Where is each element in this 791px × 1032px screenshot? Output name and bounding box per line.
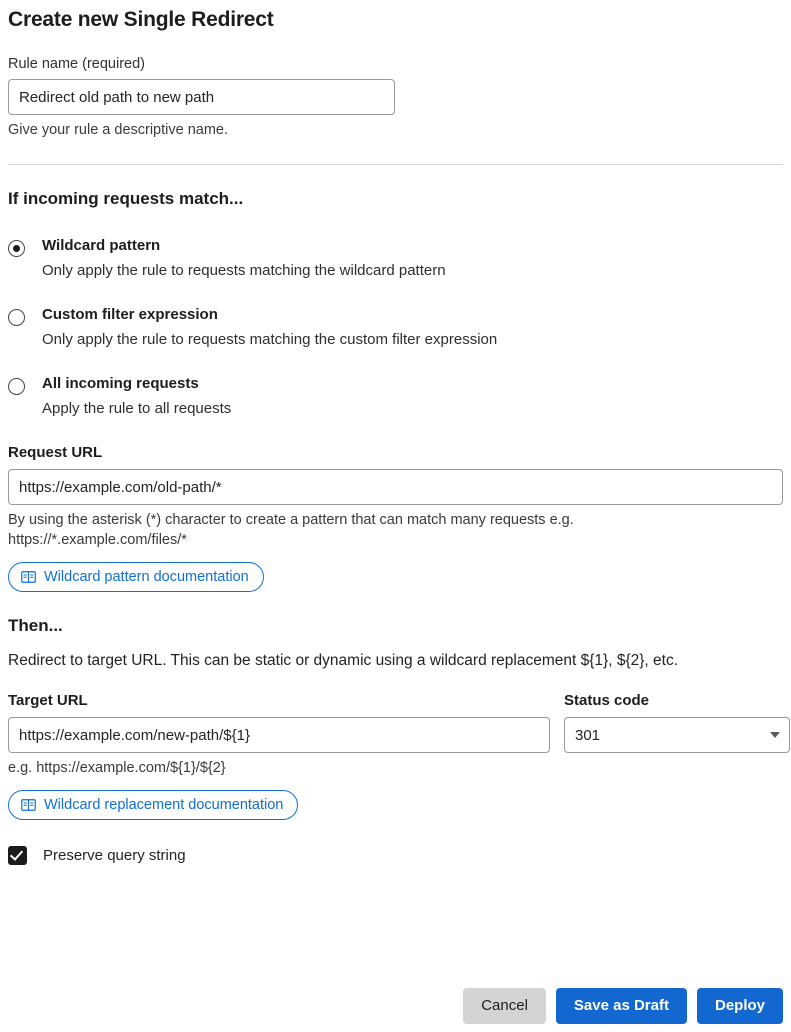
rule-name-input[interactable]	[8, 79, 395, 115]
radio-description: Only apply the rule to requests matching the custom filter expression	[42, 331, 498, 348]
wildcard-replacement-documentation-link[interactable]	[8, 790, 298, 820]
target-url-helper: e.g. https://example.com/${1}/${2}	[8, 760, 226, 776]
radio-title: Custom filter expression	[42, 306, 218, 323]
preserve-query-string-checkbox[interactable]	[8, 846, 27, 865]
doc-link-label: Wildcard pattern documentation	[44, 569, 249, 585]
target-url-label: Target URL	[8, 692, 88, 709]
request-url-input[interactable]	[8, 469, 783, 505]
status-code-label: Status code	[564, 692, 650, 709]
radio-title: All incoming requests	[42, 375, 199, 392]
section-divider	[8, 164, 783, 165]
request-url-helper-line2: https://*.example.com/files/*	[8, 532, 187, 548]
radio-option-wildcard-pattern[interactable]	[8, 237, 783, 280]
book-icon	[21, 570, 36, 584]
rule-name-label: Rule name (required)	[8, 56, 146, 72]
wildcard-pattern-documentation-link[interactable]	[8, 562, 264, 592]
radio-indicator[interactable]	[8, 240, 25, 257]
then-fields-row	[8, 692, 783, 753]
match-section-heading: If incoming requests match...	[8, 189, 244, 208]
form-actions	[463, 988, 783, 1024]
target-url-input[interactable]	[8, 717, 550, 753]
then-section-description: Redirect to target URL. This can be static or dynamic using a wildcard replacement ${1}, ${2}, etc.	[8, 652, 679, 669]
doc-link-label: Wildcard replacement documentation	[44, 797, 284, 813]
request-url-label: Request URL	[8, 444, 103, 461]
radio-title: Wildcard pattern	[42, 237, 161, 254]
page-title: Create new Single Redirect	[8, 8, 274, 31]
radio-option-custom-filter-expression[interactable]	[8, 306, 783, 349]
match-radio-group	[8, 237, 783, 418]
rule-name-helper: Give your rule a descriptive name.	[8, 122, 229, 138]
save-as-draft-button[interactable]: Save as Draft	[556, 988, 687, 1024]
deploy-button[interactable]: Deploy	[697, 988, 783, 1024]
radio-option-all-incoming-requests[interactable]	[8, 375, 783, 418]
radio-indicator[interactable]	[8, 378, 25, 395]
radio-description: Only apply the rule to requests matching the wildcard pattern	[42, 262, 446, 279]
preserve-query-string-label: Preserve query string	[43, 847, 186, 864]
cancel-button[interactable]: Cancel	[463, 988, 546, 1024]
request-url-helper-line1: By using the asterisk (*) character to create a pattern that can match many requests e.g.	[8, 512, 574, 528]
target-url-field	[8, 692, 550, 753]
status-code-field	[564, 692, 790, 753]
radio-description: Apply the rule to all requests	[42, 400, 232, 417]
book-icon	[21, 798, 36, 812]
status-code-select[interactable]	[564, 717, 790, 753]
preserve-query-string-row[interactable]	[8, 846, 783, 865]
radio-indicator[interactable]	[8, 309, 25, 326]
then-section-heading: Then...	[8, 616, 63, 635]
